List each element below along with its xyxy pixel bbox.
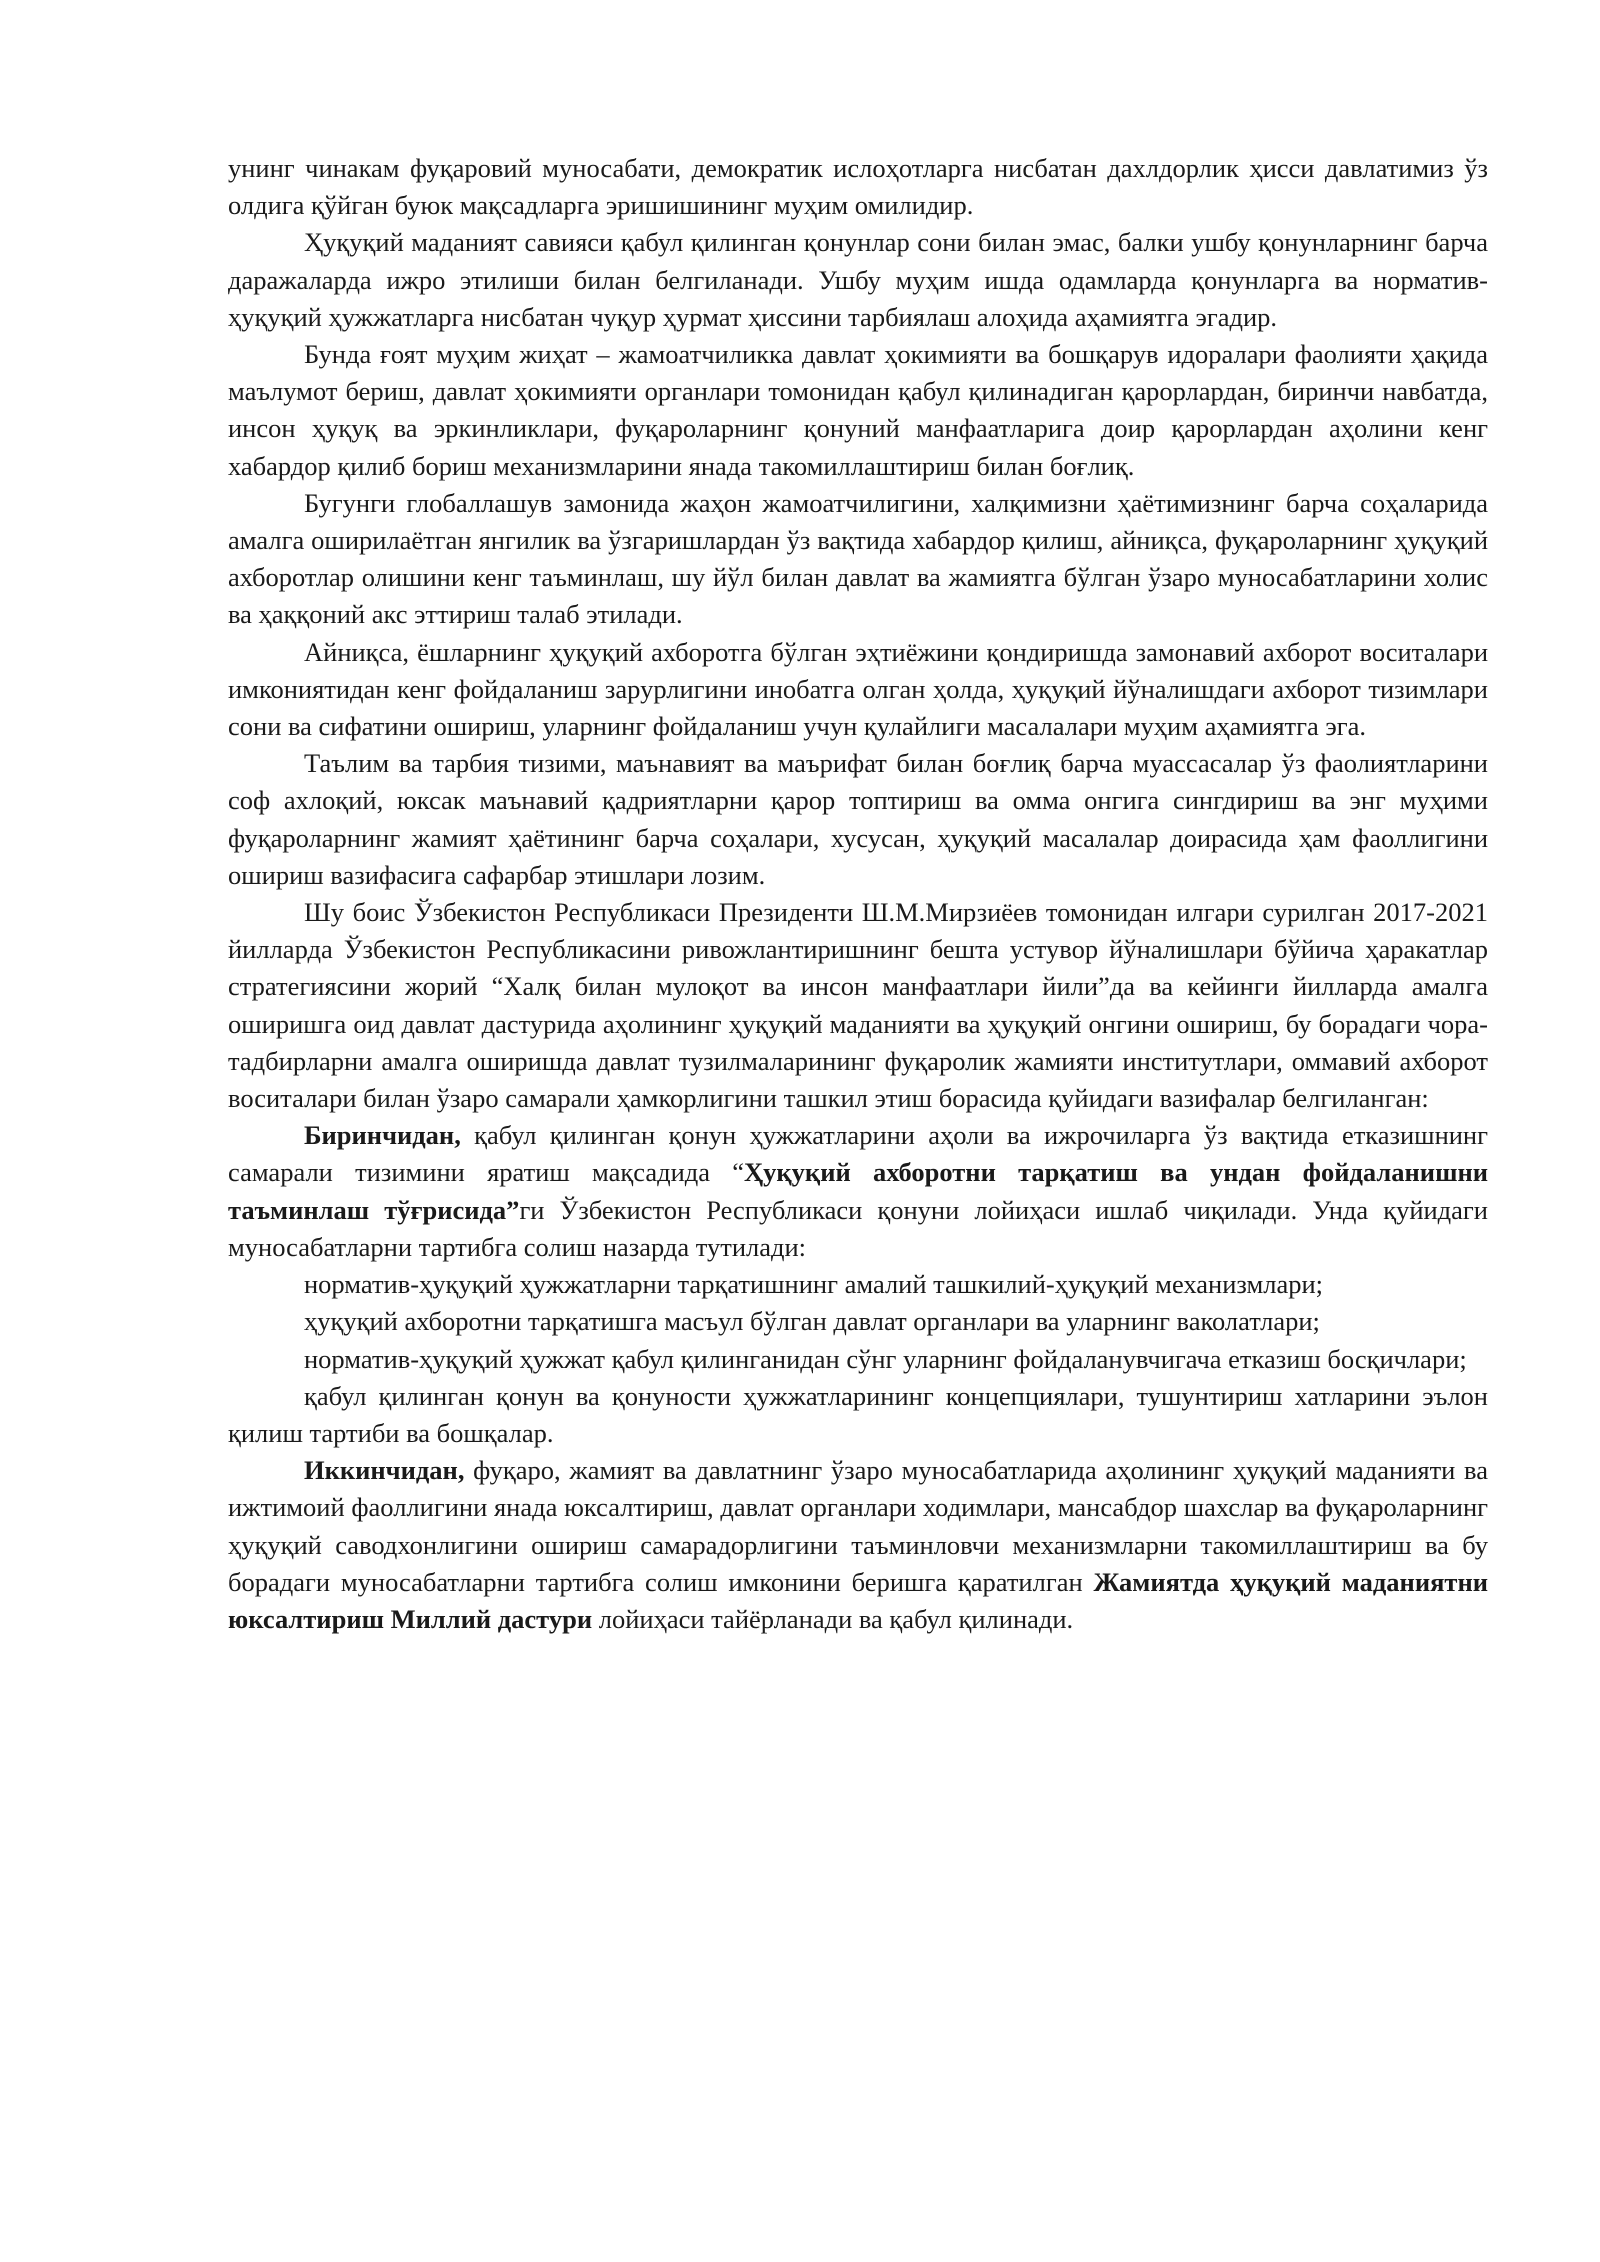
paragraph-7 <box>228 894 1488 1117</box>
list-item-text: қабул қилинган қонун ва қонуности ҳужжатларининг концепциялари, тушунтириш хатларини эълон қилиш тартиби ва бошқалар. <box>228 1380 1488 1448</box>
list-item-text: норматив-ҳуқуқий ҳужжат қабул қилинганидан сўнг уларнинг фойдаланувчигача етказиш босқичлари; <box>304 1343 1467 1374</box>
bold-law-title: Ҳуқуқий ахборотни тарқатиш ва ундан фойдаланишни таъминлаш тўғрисида” <box>228 1157 1488 1225</box>
paragraph-4 <box>228 485 1488 634</box>
paragraph-2 <box>228 224 1488 336</box>
paragraph-text: ги Ўзбекистон Республикаси қонуни лойиҳаси ишлаб чиқилади. Унда қуйидаги муносабатларни тартибга солиш назарда тутилади: <box>228 1194 1488 1262</box>
bold-lead-word: Биринчидан, <box>304 1120 461 1151</box>
document-page <box>228 150 1488 1638</box>
paragraph-text: қабул қилинган қонун ҳужжатларини аҳоли ва ижрочиларга ўз вақтида етказишнинг самарали тизимини яратиш мақсадида “ <box>228 1120 1488 1188</box>
paragraph-3 <box>228 336 1488 485</box>
paragraph-8-firstly <box>228 1117 1488 1266</box>
paragraph-text: унинг чинакам фуқаровий муносабати, демократик ислоҳотларга нисбатан дахлдорлик ҳисси давлатимиз ўз олдига қўйган буюк мақсадларга эришишининг муҳим омилидир. <box>228 153 1488 221</box>
list-item-text: ҳуқуқий ахборотни тарқатишга масъул бўлган давлат органлари ва уларнинг ваколатлари; <box>304 1306 1320 1337</box>
paragraph-text: Шу боис Ўзбекистон Республикаси Президенти Ш.М.Мирзиёев томонидан илгари сурилган 2017-2021 йилларда Ўзбекистон Республикасини ривожлантиришнинг бешта устувор йўналишлари бўйича ҳаракатлар стратегиясини жорий “Халқ билан мулоқот ва инсон манфаатлари йили”да ва кейинги йилларда амалга оширишга оид давлат дастурида аҳолининг ҳуқуқий маданияти ва ҳуқуқий онгини ошириш, бу борадаги чора-тадбирларни амалга оширишда давлат тузилмаларининг фуқаролик жамияти институтлари, оммавий ахборот воситалари билан ўзаро самарали ҳамкорлигини ташкил этиш борасида қуйидаги вазифалар белгиланган: <box>228 897 1488 1114</box>
list-item-1 <box>228 1266 1488 1303</box>
paragraph-13-secondly <box>228 1452 1488 1638</box>
list-item-4 <box>228 1378 1488 1452</box>
paragraph-1 <box>228 150 1488 224</box>
list-item-3 <box>228 1341 1488 1378</box>
bold-program-title: Жамиятда ҳуқуқий маданиятни юксалтириш Миллий дастури <box>228 1566 1488 1634</box>
paragraph-text: Бугунги глобаллашув замонида жаҳон жамоатчилигини, халқимизни ҳаётимизнинг барча соҳаларида амалга оширилаётган янгилик ва ўзгаришлардан ўз вақтида хабардор қилиш, айниқса, фуқароларнинг ҳуқуқий ахборотлар олишини кенг таъминлаш, шу йўл билан давлат ва жамиятга бўлган ўзаро муносабатларини холис ва ҳаққоний акс эттириш талаб этилади. <box>228 487 1488 630</box>
paragraph-text: Айниқса, ёшларнинг ҳуқуқий ахборотга бўлган эҳтиёжини қондиришда замонавий ахборот воситалари имкониятидан кенг фойдаланиш зарурлигини инобатга олган ҳолда, ҳуқуқий йўналишдаги ахборот тизимлари сони ва сифатини ошириш, уларнинг фойдаланиш учун қулайлиги масалалари муҳим аҳамиятга эга. <box>228 636 1488 742</box>
paragraph-5 <box>228 634 1488 746</box>
paragraph-6 <box>228 745 1488 894</box>
list-item-2 <box>228 1303 1488 1340</box>
bold-lead-word: Иккинчидан, <box>304 1455 465 1486</box>
paragraph-text: Бунда ғоят муҳим жиҳат – жамоатчиликка давлат ҳокимияти ва бошқарув идоралари фаолияти ҳақида маълумот бериш, давлат ҳокимияти органлари томонидан қабул қилинадиган қарорлардан, биринчи навбатда, инсон ҳуқуқ ва эркинликлари, фуқароларнинг қонуний манфаатларига доир қарорлардан аҳолини кенг хабардор қилиб бориш механизмларини янада такомиллаштириш билан боғлиқ. <box>228 339 1488 481</box>
paragraph-text: лойиҳаси тайёрланади ва қабул қилинади. <box>592 1603 1074 1634</box>
list-item-text: норматив-ҳуқуқий ҳужжатларни тарқатишнинг амалий ташкилий-ҳуқуқий механизмлари; <box>304 1269 1324 1300</box>
paragraph-text: Ҳуқуқий маданият савияси қабул қилинган қонунлар сони билан эмас, балки ушбу қонунларнинг барча даражаларда ижро этилиши билан белгиланади. Ушбу муҳим ишда одамларда қонунларга ва норматив-ҳуқуқий ҳужжатларга нисбатан чуқур ҳурмат ҳиссини тарбиялаш алоҳида аҳамиятга эгадир. <box>228 227 1488 332</box>
paragraph-text: фуқаро, жамият ва давлатнинг ўзаро муносабатларида аҳолининг ҳуқуқий маданияти ва ижтимоий фаоллигини янада юксалтириш, давлат органлари ходимлари, мансабдор шахслар ва фуқароларнинг ҳуқуқий саводхонлигини ошириш самарадорлигини таъминловчи механизмларни такомиллаштириш ва бу борадаги муносабатларни тартибга солиш имконини беришга қаратилган <box>228 1455 1488 1597</box>
paragraph-text: Таълим ва тарбия тизими, маънавият ва маърифат билан боғлиқ барча муассасалар ўз фаолиятларини соф ахлоқий, юксак маънавий қадриятларни қарор топтириш ва омма онгига сингдириш ва энг муҳими фуқароларнинг жамият ҳаётининг барча соҳалари, хусусан, ҳуқуқий масалалар доирасида ҳам фаоллигини ошириш вазифасига сафарбар этишлари лозим. <box>228 748 1488 890</box>
